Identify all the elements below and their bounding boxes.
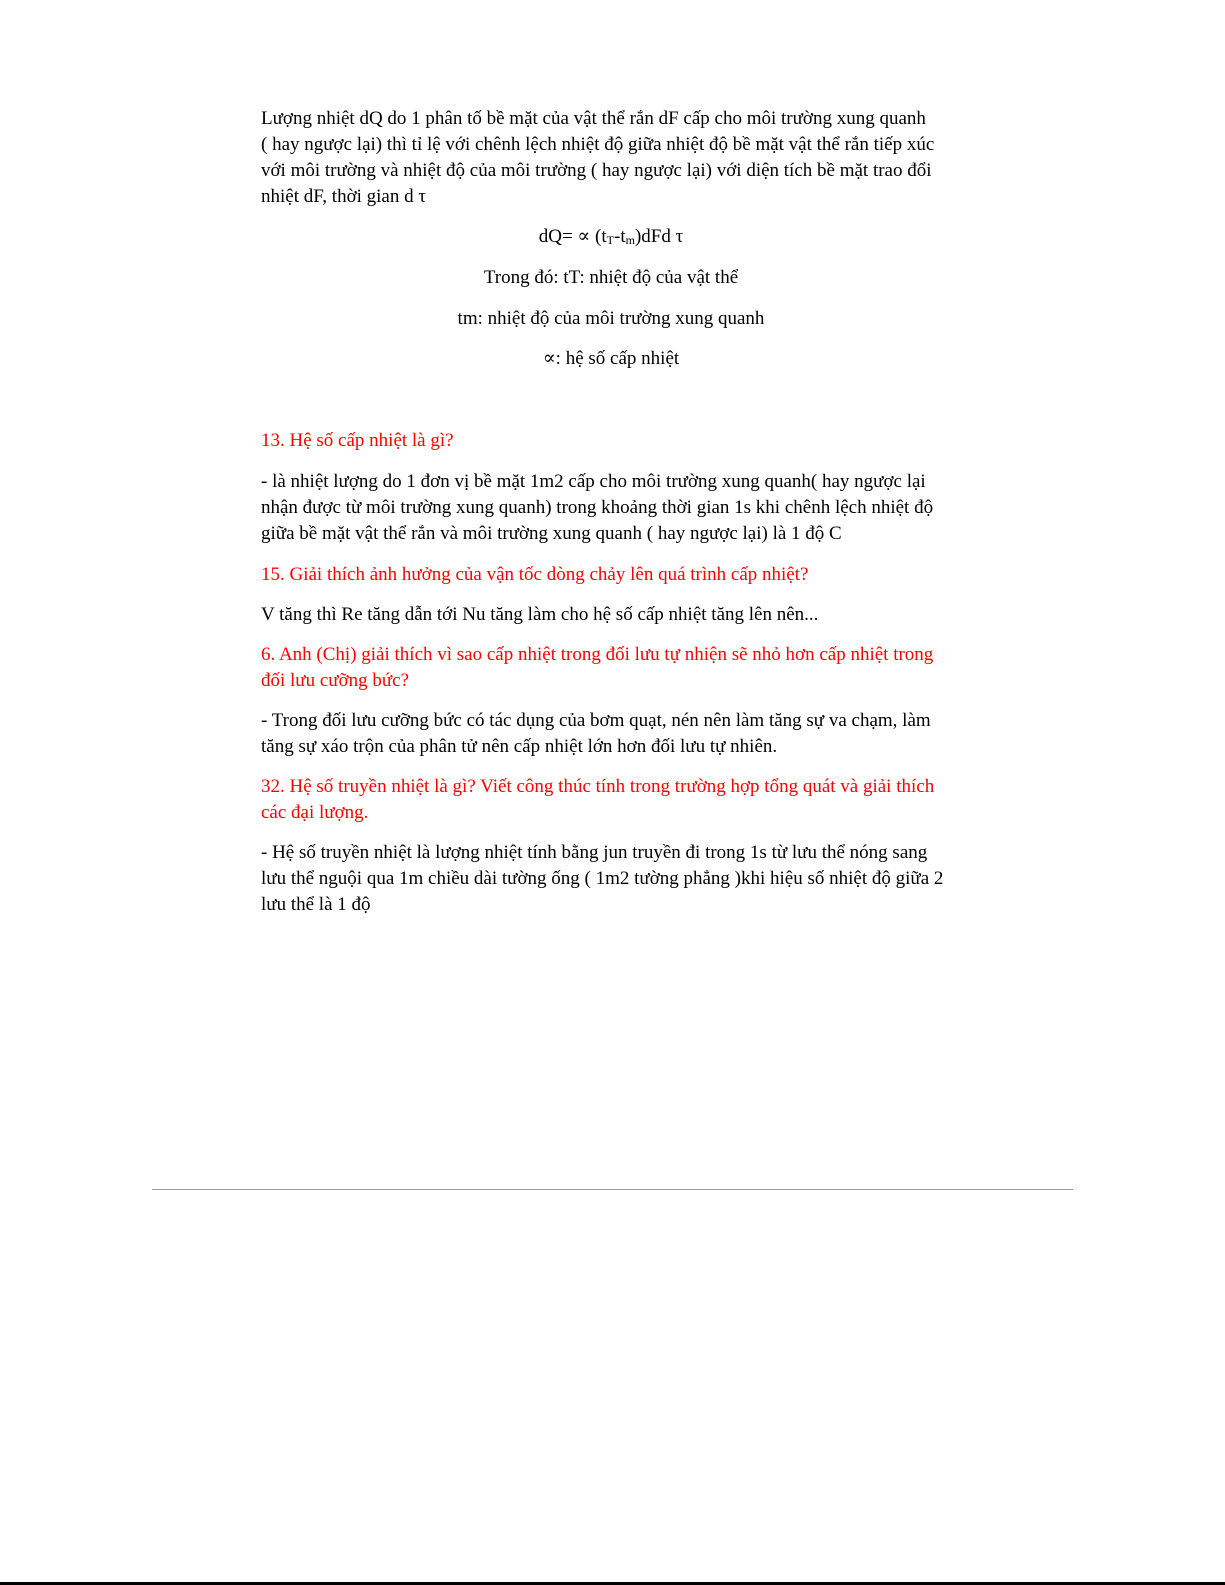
definition-text: Trong đó: tT: nhiệt độ của vật thể (483, 267, 739, 288)
question-text: 32. Hệ số truyền nhiệt là gì? Viết công thúc tính trong trường hợp tổng quát và giải thích (261, 776, 935, 797)
answer-line: tăng sự xáo trộn của phân tử nên cấp nhiệt lớn hơn đối lưu tự nhiên. (261, 736, 778, 757)
formula (261, 224, 961, 253)
formula-subscript-t: T (606, 233, 614, 247)
definition-item (261, 346, 961, 372)
formula-subscript-m: m (625, 233, 635, 247)
answer-line: - Hệ số truyền nhiệt là lượng nhiệt tính bằng jun truyền đi trong 1s từ lưu thể nóng sang (261, 842, 928, 863)
question-6 (261, 642, 961, 694)
answer-15 (261, 602, 961, 628)
question-text: 15. Giải thích ảnh hưởng của vận tốc dòng chảy lên quá trình cấp nhiệt? (261, 564, 809, 585)
question-13 (261, 428, 961, 454)
question-text: các đại lượng. (261, 802, 369, 823)
answer-line: V tăng thì Re tăng dẫn tới Nu tăng làm cho hệ số cấp nhiệt tăng lên nên... (261, 604, 819, 625)
question-32 (261, 774, 961, 826)
formula-dash: -t (614, 226, 626, 247)
definition-text: tm: nhiệt độ của môi trường xung quanh (457, 308, 765, 329)
question-15 (261, 562, 961, 588)
answer-line: lưu thể là 1 độ (261, 894, 371, 915)
intro-line: ( hay ngược lại) thì tỉ lệ với chênh lệch nhiệt độ giữa nhiệt độ bề mặt vật thể rắn tiếp xúc (261, 134, 935, 155)
question-text: 6. Anh (Chị) giải thích vì sao cấp nhiệt trong đối lưu tự nhiện sẽ nhỏ hơn cấp nhiệt trong (261, 644, 934, 665)
question-text: đối lưu cưỡng bức? (261, 670, 410, 691)
intro-line: Lượng nhiệt dQ do 1 phân tố bề mặt của vật thể rắn dF cấp cho môi trường xung quanh (261, 108, 926, 129)
definition-item (261, 265, 961, 291)
formula-prefix: dQ= ∝ (t (538, 226, 607, 247)
intro-paragraph (261, 106, 961, 210)
formula-line (261, 224, 961, 253)
answer-line: giữa bề mặt vật thể rắn và môi trường xung quanh ( hay ngược lại) là 1 độ C (261, 523, 842, 544)
answer-line: nhận được từ môi trường xung quanh) trong khoảng thời gian 1s khi chênh lệch nhiệt độ (261, 497, 934, 518)
answer-6 (261, 708, 961, 760)
formula-suffix: )dFd τ (634, 226, 684, 247)
intro-line: nhiệt dF, thời gian d τ (261, 186, 426, 207)
page-divider (152, 1189, 1073, 1190)
intro-line: với môi trường và nhiệt độ của môi trường ( hay ngược lại) với diện tích bề mặt trao đổi (261, 160, 932, 181)
answer-line: - là nhiệt lượng do 1 đơn vị bề mặt 1m2 cấp cho môi trường xung quanh( hay ngược lại (261, 471, 926, 492)
answer-line: - Trong đối lưu cưỡng bức có tác dụng của bơm quạt, nén nên làm tăng sự va chạm, làm (261, 710, 931, 731)
definition-text: ∝: hệ số cấp nhiệt (542, 348, 680, 369)
answer-13 (261, 469, 961, 547)
definition-item (261, 306, 961, 332)
answer-32 (261, 840, 961, 918)
answer-line: lưu thể nguội qua 1m chiều dài tường ống ( 1m2 tường phẳng )khi hiệu số nhiệt độ giữa 2 (261, 868, 944, 889)
question-text: 13. Hệ số cấp nhiệt là gì? (261, 430, 454, 451)
